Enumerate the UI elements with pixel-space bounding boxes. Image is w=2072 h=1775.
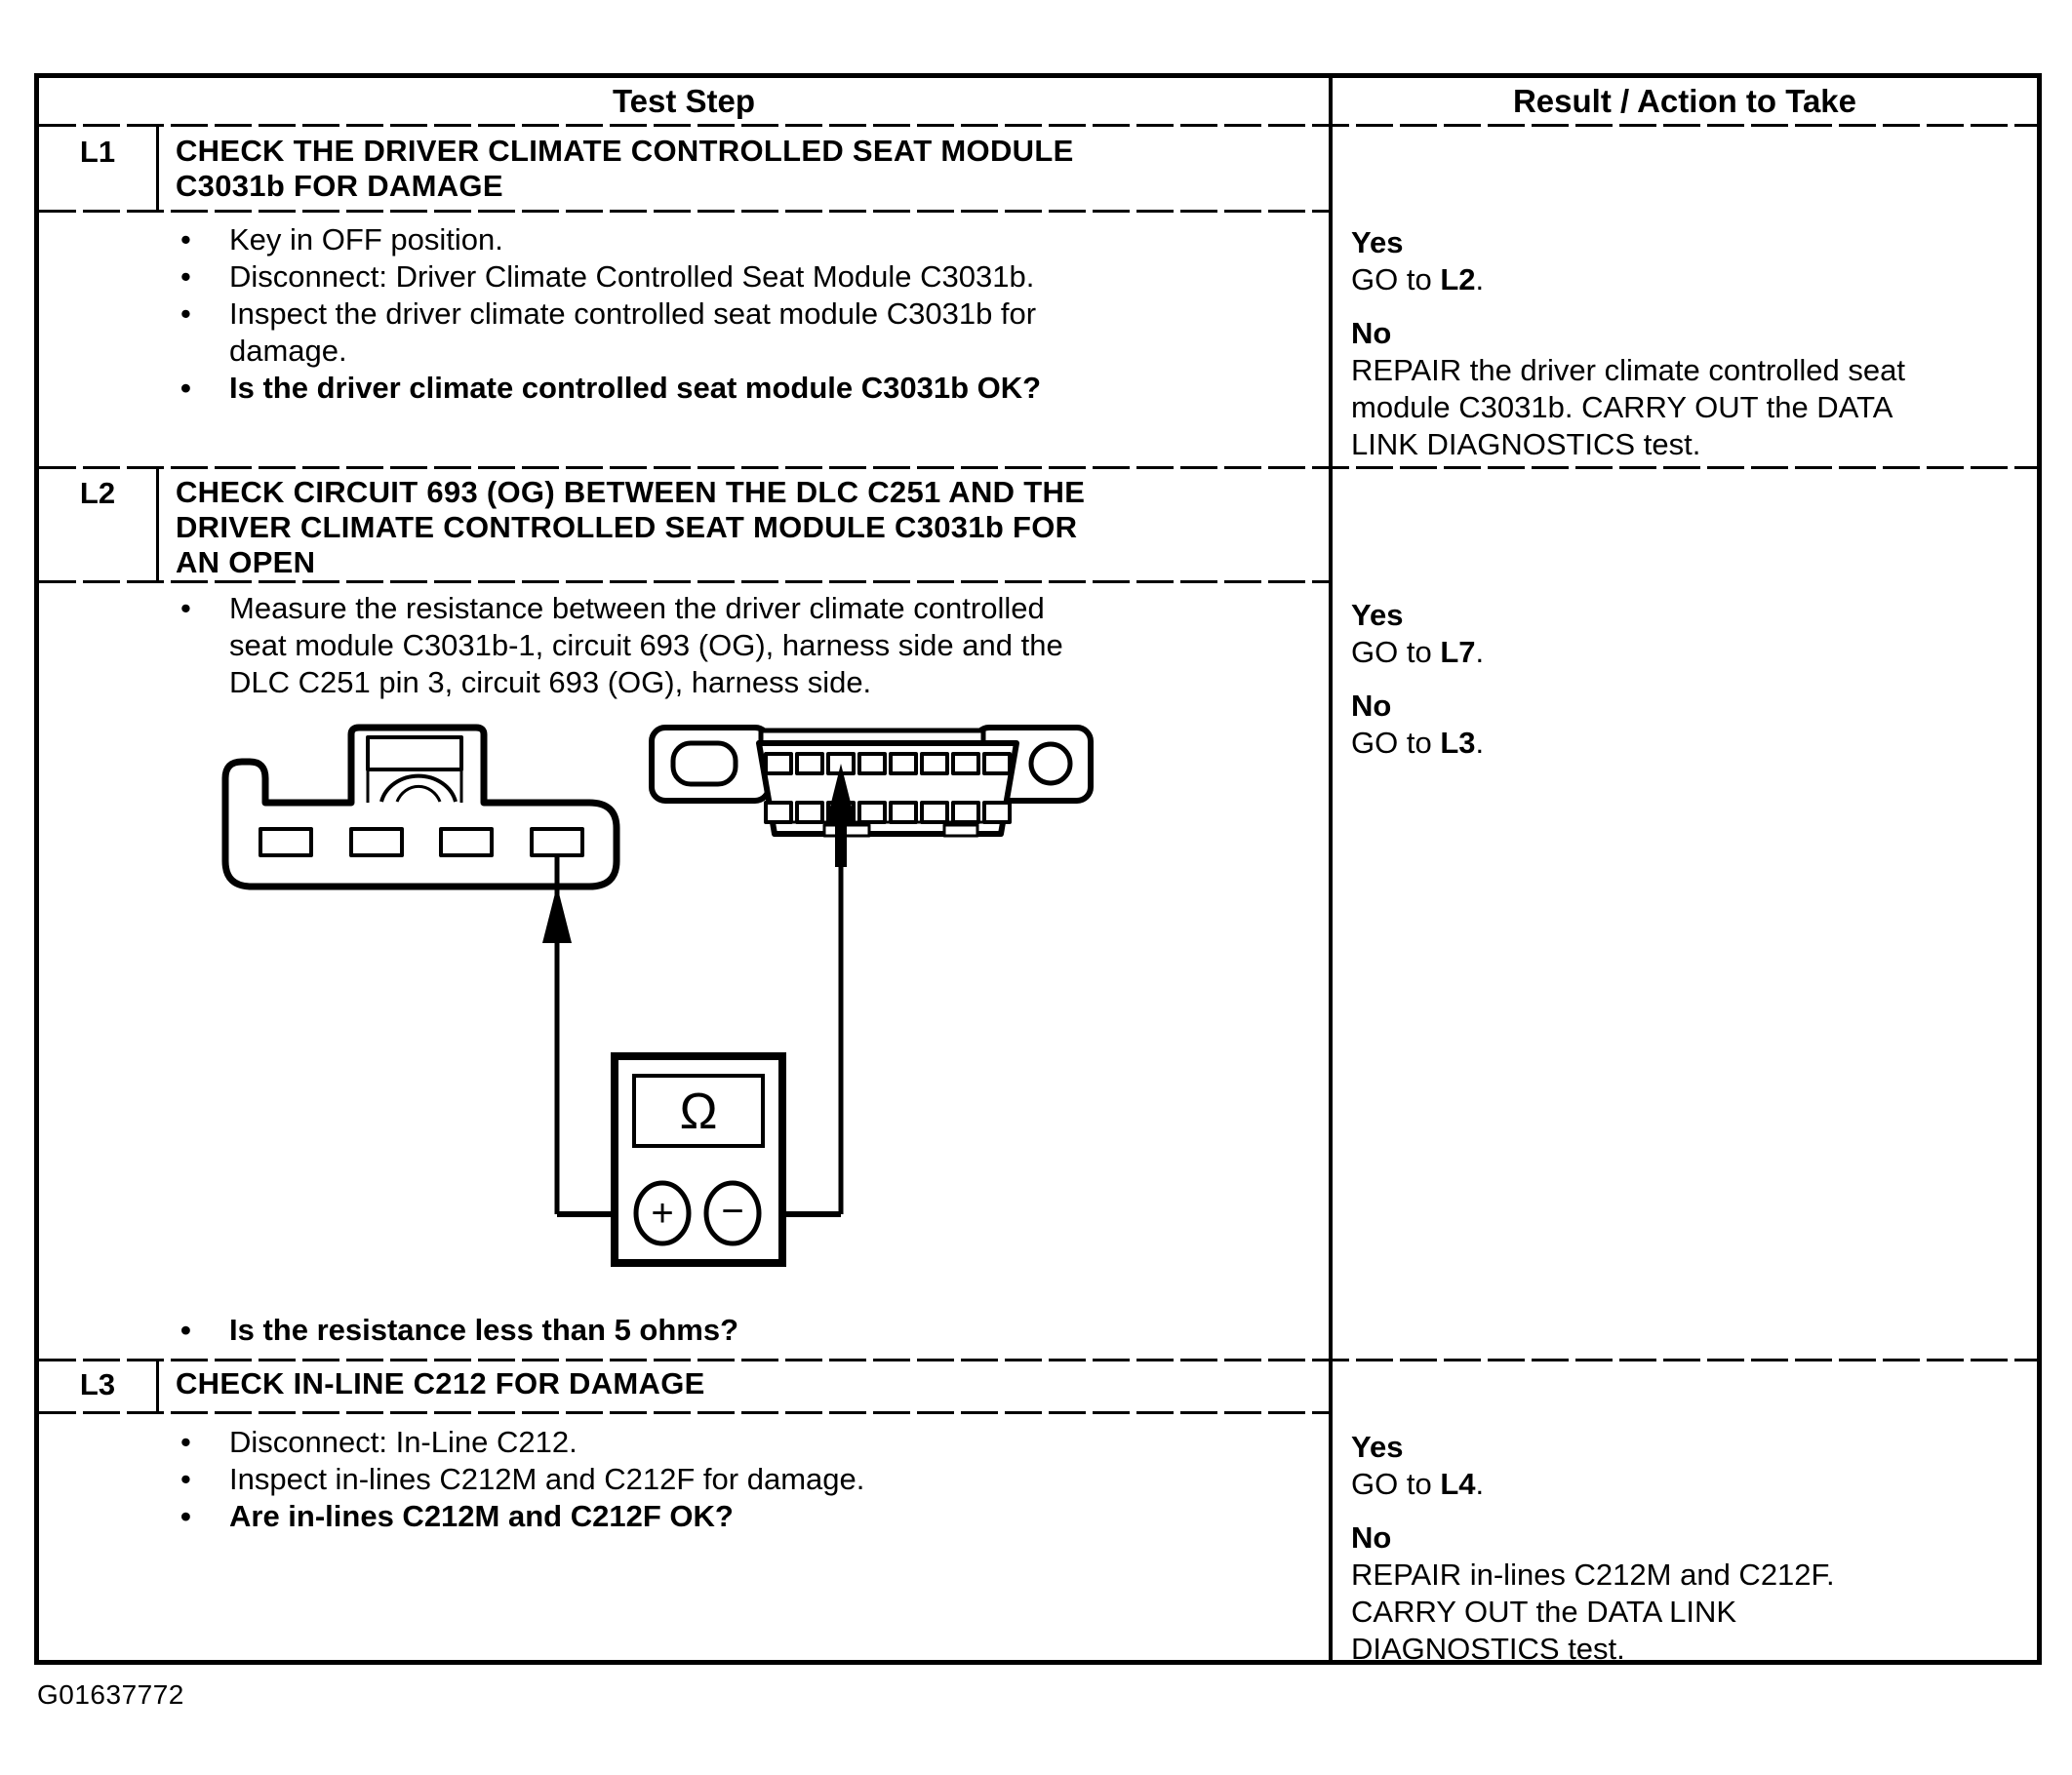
result-action: GO to L7. xyxy=(1351,635,1485,669)
action-question xyxy=(180,1498,864,1535)
step-title: CHECK CIRCUIT 693 (OG) BETWEEN THE DLC C251 AND THE DRIVER CLIMATE CONTROLLED SEAT MODULE C3031b FOR AN OPEN xyxy=(176,475,1086,579)
action-item xyxy=(180,258,1041,296)
verdict-label: No xyxy=(1351,316,1392,350)
question-text: Is the resistance less than 5 ohms? xyxy=(229,1313,739,1347)
bullet-icon: • xyxy=(180,371,191,405)
result-yes xyxy=(1351,1429,2024,1503)
result-no xyxy=(1351,315,2024,463)
action-item xyxy=(180,1461,864,1498)
row-separator xyxy=(39,1411,1329,1414)
action-item xyxy=(180,221,1041,258)
figure-code: G01637772 xyxy=(37,1679,184,1710)
action-item xyxy=(180,590,1063,701)
step-actions xyxy=(180,221,1041,407)
ohm-symbol: Ω xyxy=(679,1084,718,1140)
row-separator xyxy=(39,124,2037,127)
result-no xyxy=(1351,688,2024,762)
result-action: REPAIR in-lines C212M and C212F. CARRY OUT the DATA LINK DIAGNOSTICS test. xyxy=(1351,1558,1835,1666)
bullet-icon: • xyxy=(180,296,191,331)
step-id-divider xyxy=(156,1359,159,1411)
dlc-left-ear-hole xyxy=(673,743,736,784)
question-text: Is the driver climate controlled seat module C3031b OK? xyxy=(229,371,1042,405)
plus-icon: + xyxy=(651,1192,674,1235)
row-separator xyxy=(39,210,1329,213)
bullet-icon: • xyxy=(180,259,191,294)
pin-cavity-2 xyxy=(351,829,402,855)
dlc-right-ear-hole xyxy=(1031,744,1070,783)
step-title: CHECK IN-LINE C212 FOR DAMAGE xyxy=(176,1366,705,1400)
latch-window xyxy=(368,737,461,769)
result-no xyxy=(1351,1519,2024,1668)
row-separator xyxy=(39,580,1329,583)
pin-cavity-1 xyxy=(260,829,311,855)
dlc-connector xyxy=(652,728,1091,836)
action-question xyxy=(180,1312,738,1349)
step-id: L2 xyxy=(79,476,116,510)
verdict-label: No xyxy=(1351,1520,1392,1555)
action-item xyxy=(180,296,1041,370)
action-question xyxy=(180,370,1041,407)
pin-cavity-3 xyxy=(441,829,492,855)
step-id: L1 xyxy=(79,135,116,169)
verdict-label: Yes xyxy=(1351,598,1404,632)
step-id-divider xyxy=(156,124,159,210)
pin-cavity-4 xyxy=(532,829,582,855)
step-result-cell xyxy=(1351,1429,2024,1684)
pinpoint-test-table xyxy=(34,73,2042,1665)
minus-icon: − xyxy=(721,1190,744,1233)
result-yes xyxy=(1351,597,2024,671)
step-title: CHECK THE DRIVER CLIMATE CONTROLLED SEAT MODULE C3031b FOR DAMAGE xyxy=(176,134,1074,203)
bullet-icon: • xyxy=(180,591,191,625)
action-text: Inspect the driver climate controlled seat module C3031b for damage. xyxy=(229,296,1037,368)
row-separator xyxy=(39,1359,2037,1361)
dlc-lip-slot xyxy=(944,825,977,836)
action-text: Inspect in-lines C212M and C212F for damage. xyxy=(229,1462,865,1496)
ohmmeter xyxy=(615,1056,782,1263)
result-column-header: Result / Action to Take xyxy=(1512,83,1857,119)
result-action: GO to L2. xyxy=(1351,262,1485,296)
verdict-label: Yes xyxy=(1351,225,1404,259)
step-result-cell xyxy=(1351,597,2024,778)
test-step-column-header: Test Step xyxy=(612,83,756,119)
bullet-icon: • xyxy=(180,1313,191,1347)
resistance-test-diagram xyxy=(205,717,1336,1278)
verdict-label: Yes xyxy=(1351,1430,1404,1464)
question-text: Are in-lines C212M and C212F OK? xyxy=(229,1499,734,1533)
bullet-icon: • xyxy=(180,1462,191,1496)
bullet-icon: • xyxy=(180,1425,191,1459)
step-id-divider xyxy=(156,466,159,580)
result-action: GO to L4. xyxy=(1351,1467,1485,1501)
action-text: Measure the resistance between the driver climate controlled seat module C3031b-1, circuit 693 (OG), harness side and the DLC C251 pin 3, circuit 693 (OG), harness side. xyxy=(229,591,1063,699)
action-text: Disconnect: In-Line C212. xyxy=(229,1425,578,1459)
step-id: L3 xyxy=(79,1367,116,1401)
step-actions xyxy=(180,590,1063,701)
action-text: Disconnect: Driver Climate Controlled Seat Module C3031b. xyxy=(229,259,1035,294)
step-result-cell xyxy=(1351,224,2024,480)
result-action: REPAIR the driver climate controlled seat module C3031b. CARRY OUT the DATA LINK DIAGNOSTICS test. xyxy=(1351,353,1905,461)
verdict-label: No xyxy=(1351,689,1392,723)
result-yes xyxy=(1351,224,2024,298)
action-item xyxy=(180,1424,864,1461)
step-actions xyxy=(180,1424,864,1535)
action-text: Key in OFF position. xyxy=(229,222,503,256)
left-probe-arrow-icon xyxy=(542,886,572,943)
bullet-icon: • xyxy=(180,222,191,256)
result-action: GO to L3. xyxy=(1351,726,1485,760)
bullet-icon: • xyxy=(180,1499,191,1533)
step-question xyxy=(180,1312,738,1349)
